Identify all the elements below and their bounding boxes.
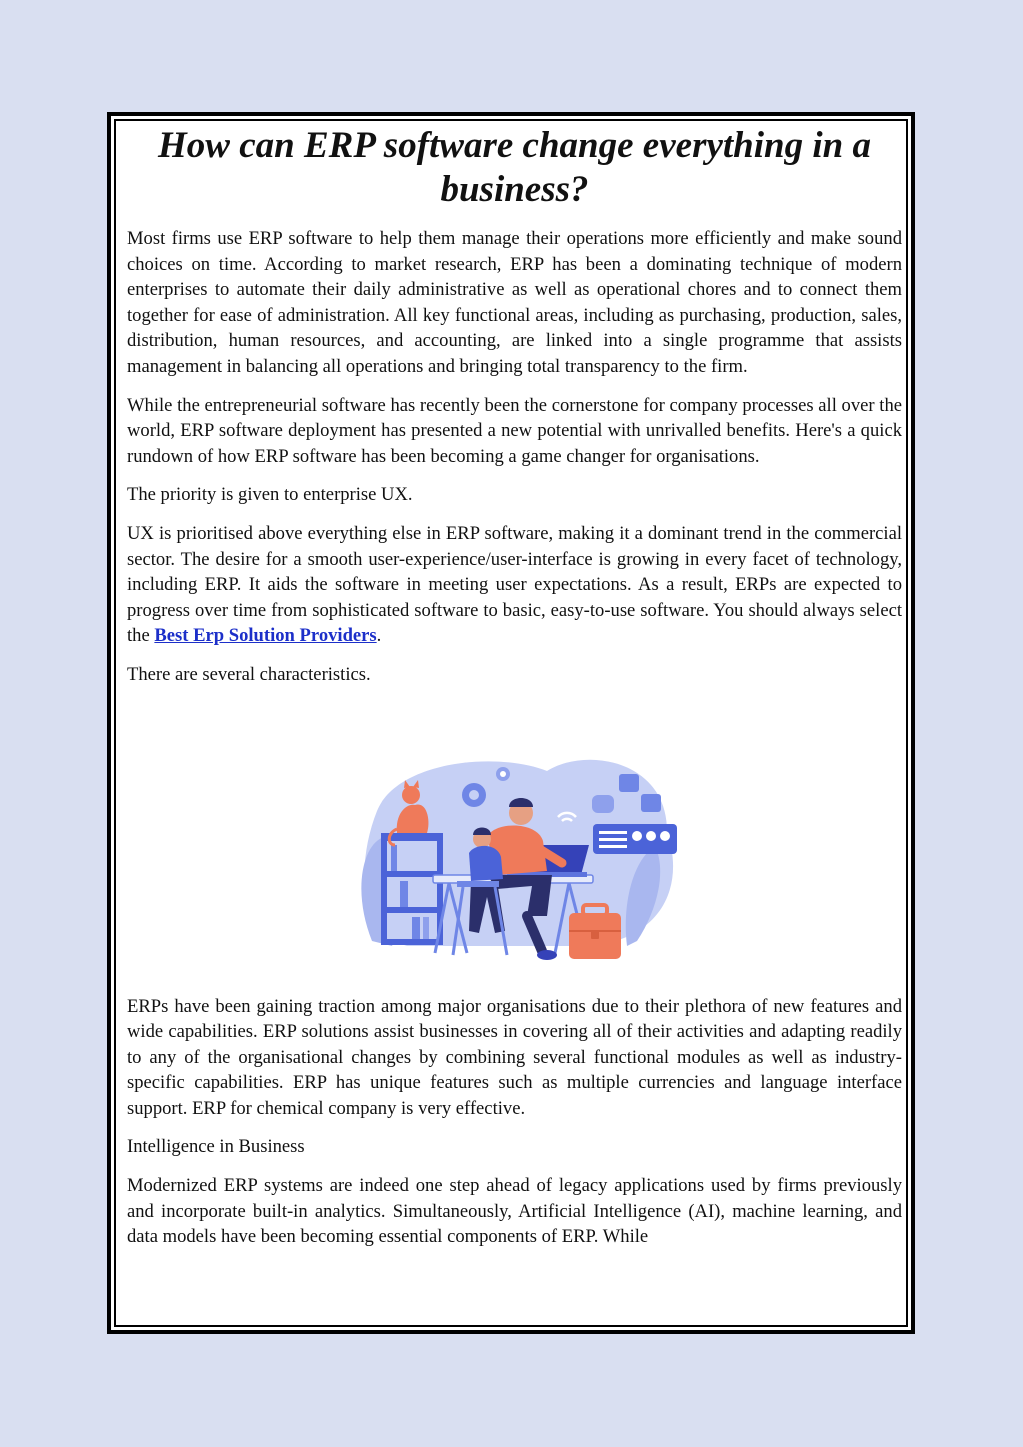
grid-card-icon [641, 794, 661, 812]
document-title: How can ERP software change everything in a business? [158, 125, 871, 210]
document-page [107, 112, 915, 1334]
check-card-icon [619, 774, 639, 792]
dashboard-panel [593, 824, 677, 854]
erp-illustration [337, 741, 692, 977]
paragraph-ux-text: UX is prioritised above everything else in ERP software, making it a dominant trend in the commercial sector. The desire for a smooth user-experience/user-interface is growing in every facet of technology, including ERP. It aids the software in meeting user expectations. As a result, ERPs are expected to progress over time from sophisticated software to basic, easy-to-use software. You should always select the [127, 522, 902, 647]
work-from-home-illustration [337, 741, 692, 977]
small-gear-icon [496, 767, 510, 781]
chat-bubble-icon [592, 795, 614, 813]
gear-icon [462, 783, 486, 807]
paragraph-characteristics: There are several characteristics. [127, 663, 371, 685]
paragraph-rundown: While the entrepreneurial software has recently been the cornerstone for company processes all over the world, ERP software deployment has presented a new potential with unrivalled benefits. Here's a quick rundown of how ERP software has been becoming a game changer for organisations. [127, 394, 902, 467]
paragraph-intro: Most firms use ERP software to help them manage their operations more efficiently and make sound choices on time. According to market research, ERP has been a dominating technique of modern enterprises to automate their daily administrative as well as operational chores and to connect them together for ease of administration. All key functional areas, including as purchasing, production, sales, distribution, human resources, and accounting, are linked into a single programme that assists management in balancing all operations and bringing total transparency to the firm. [127, 228, 902, 377]
document-content [127, 124, 902, 1263]
briefcase-icon [569, 905, 621, 959]
paragraph-modernized-erp: Modernized ERP systems are indeed one step ahead of legacy applications used by firms previously and incorporate built-in analytics. Simultaneously, Artificial Intelligence (AI), machine learning, and data models have been becoming essential components of ERP. While [127, 1175, 902, 1248]
paragraph-ux-end: . [376, 625, 382, 647]
best-erp-providers-link[interactable]: Best Erp Solution Providers [154, 625, 377, 647]
bookshelf [381, 833, 443, 945]
paragraph-ux-details [127, 521, 902, 649]
paragraph-ux-priority: The priority is given to enterprise UX. [127, 484, 413, 506]
paragraph-intelligence-heading: Intelligence in Business [127, 1136, 305, 1158]
paragraph-erp-traction: ERPs have been gaining traction among major organisations due to their plethora of new features and wide capabilities. ERP solutions assist businesses in covering all of their activities and adapting readily to any of the organisational changes by combining several functional modules as well as industry-specific capabilities. ERP has unique features such as multiple currencies and language interface support. ERP for chemical company is very effective. [127, 995, 902, 1119]
